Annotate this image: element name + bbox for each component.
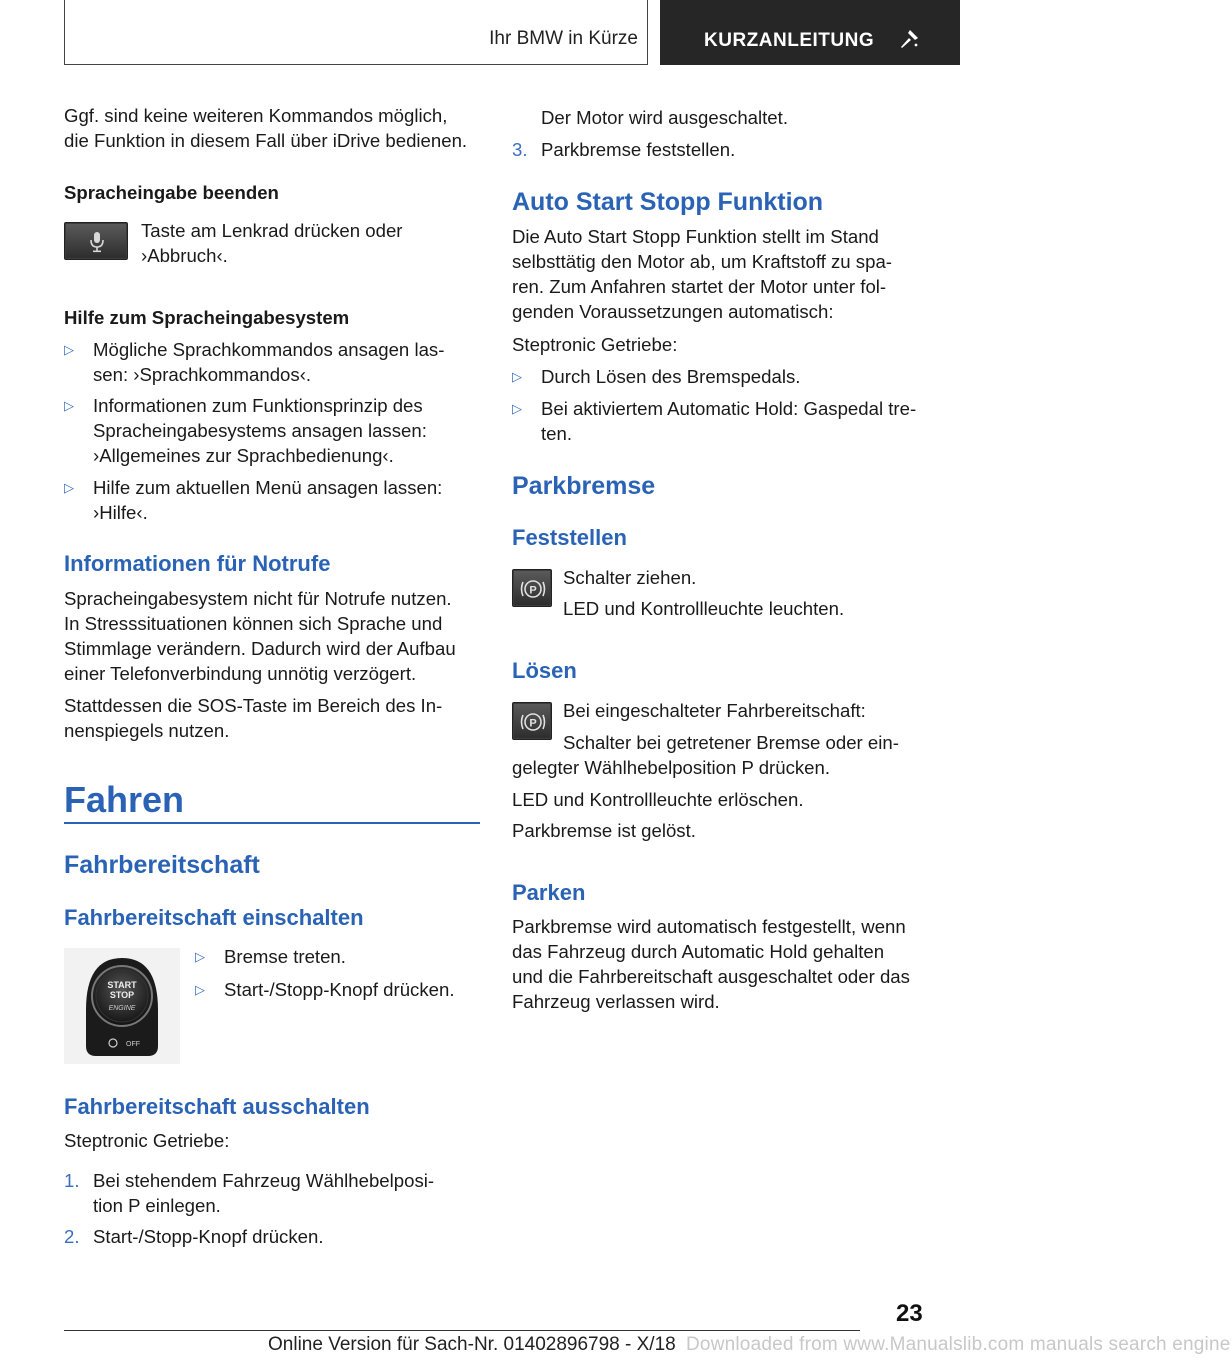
text-line: nenspiegels nutzen. xyxy=(64,720,230,741)
svg-text:P: P xyxy=(529,584,537,597)
parking-brake-icon xyxy=(519,708,547,736)
header-tab-label: KURZANLEITUNG xyxy=(704,30,875,51)
help-heading: Hilfe zum Spracheingabesystem xyxy=(64,307,350,328)
parken-paragraph xyxy=(512,914,928,1014)
ausschalten-heading: Fahrbereitschaft ausschalten xyxy=(64,1094,370,1119)
text-line: die Funktion in diesem Fall über iDrive bedienen. xyxy=(64,130,468,151)
einschalten-heading: Fahrbereitschaft einschalten xyxy=(64,905,364,930)
parkbremse-heading: Parkbremse xyxy=(512,472,656,500)
triangle-bullet-icon: ▷ xyxy=(512,401,522,416)
triangle-bullet-icon: ▷ xyxy=(512,369,522,384)
text-line: Bei stehendem Fahrzeug Wählhebelposi- xyxy=(93,1170,435,1191)
list-item xyxy=(512,137,928,163)
triangle-bullet-icon: ▷ xyxy=(64,480,74,495)
auto-start-stop-heading: Auto Start Stopp Funktion xyxy=(512,188,824,216)
section-divider xyxy=(64,822,480,824)
footer-divider xyxy=(64,1330,860,1331)
header-tab[interactable] xyxy=(660,0,960,65)
svg-text:ENGINE: ENGINE xyxy=(108,1005,136,1012)
text-line: Parkbremse feststellen. xyxy=(541,139,736,160)
parken-heading: Parken xyxy=(512,880,586,905)
list-item xyxy=(64,1224,480,1250)
text-line: einer Telefonverbindung unnötig verzögert. xyxy=(64,663,417,684)
start-stop-button-icon xyxy=(64,948,180,1064)
text-line: Durch Lösen des Bremspedals. xyxy=(541,366,801,387)
list-item xyxy=(64,475,480,525)
voice-end-heading: Spracheingabe beenden xyxy=(64,182,279,203)
text-line: In Stresssituationen können sich Sprache und xyxy=(64,613,443,634)
voice-end-text xyxy=(141,218,481,268)
loesen-paragraph-2: LED und Kontrollleuchte erlöschen. xyxy=(512,789,804,810)
text-line: Spracheingabesystem nicht für Notrufe nutzen. xyxy=(64,588,452,609)
list-item xyxy=(195,944,485,970)
text-line: Start-/Stopp-Knopf drücken. xyxy=(93,1226,324,1247)
emergency-paragraph-2 xyxy=(64,693,480,743)
text-line: Fahrzeug verlassen wird. xyxy=(512,991,720,1012)
feststellen-heading: Feststellen xyxy=(512,525,627,550)
fahrbereitschaft-heading: Fahrbereitschaft xyxy=(64,851,260,879)
step-number: 3. xyxy=(512,139,528,160)
loesen-line-1: Bei eingeschalteter Fahrbereitschaft: xyxy=(563,700,866,721)
list-item xyxy=(512,364,928,390)
text-line: ›Abbruch‹. xyxy=(141,245,228,266)
text-line: Parkbremse wird automatisch festgestellt, wenn xyxy=(512,916,906,937)
step-number: 1. xyxy=(64,1170,80,1191)
triangle-bullet-icon: ▷ xyxy=(64,342,74,357)
svg-text:START: START xyxy=(107,980,137,990)
text-line: ren. Zum Anfahren startet der Motor unter fol- xyxy=(512,276,887,297)
parking-brake-button-image xyxy=(512,569,552,607)
text-line: Bremse treten. xyxy=(224,946,346,967)
svg-text:P: P xyxy=(529,717,537,730)
emergency-paragraph xyxy=(64,586,480,686)
auto-start-stop-paragraph xyxy=(512,224,928,324)
text-line: das Fahrzeug durch Automatic Hold gehalten xyxy=(512,941,885,962)
text-line: und die Fahrbereitschaft ausgeschaltet oder das xyxy=(512,966,910,987)
text-line: Die Auto Start Stopp Funktion stellt im Stand xyxy=(512,226,879,247)
list-item xyxy=(64,337,480,387)
parking-brake-button-image xyxy=(512,702,552,740)
page-number: 23 xyxy=(896,1300,923,1327)
text-line: LED und Kontrollleuchte leuchten. xyxy=(563,598,845,619)
list-item xyxy=(195,977,485,1003)
loesen-line-3: gelegter Wählhebelposition P drücken. xyxy=(512,757,831,778)
text-line: Mögliche Sprachkommandos ansagen las- xyxy=(93,339,445,360)
parking-brake-icon xyxy=(519,575,547,603)
text-line: Informationen zum Funktionsprinzip des xyxy=(93,395,423,416)
watermark: Downloaded from www.Manualslib.com manuals search engine xyxy=(686,1334,1231,1355)
ausschalten-intro: Steptronic Getriebe: xyxy=(64,1130,230,1151)
footer-text: Online Version für Sach-Nr. 01402896798 - X/18 xyxy=(268,1334,676,1355)
text-line: Spracheingabesystems ansagen lassen: xyxy=(93,420,427,441)
text-line: ›Allgemeines zur Sprachbedienung‹. xyxy=(93,445,394,466)
triangle-bullet-icon: ▷ xyxy=(64,398,74,413)
text-line: tion P einlegen. xyxy=(93,1195,221,1216)
text-line: genden Voraussetzungen automatisch: xyxy=(512,301,834,322)
svg-text:OFF: OFF xyxy=(126,1041,140,1048)
microphone-icon xyxy=(89,231,105,253)
text-line: Schalter ziehen. xyxy=(563,567,697,588)
loesen-paragraph-3: Parkbremse ist gelöst. xyxy=(512,820,696,841)
list-item xyxy=(64,393,480,469)
start-stop-button-image xyxy=(64,948,180,1064)
list-item xyxy=(64,1168,480,1218)
text-line: Stimmlage verändern. Dadurch wird der Aufbau xyxy=(64,638,456,659)
text-line: sen: ›Sprachkommandos‹. xyxy=(93,364,312,385)
auto-start-stop-intro: Steptronic Getriebe: xyxy=(512,334,678,355)
text-line: selbsttätig den Motor ab, um Kraftstoff zu spa- xyxy=(512,251,892,272)
list-item xyxy=(512,396,928,446)
intro-paragraph xyxy=(64,103,480,153)
feststellen-text xyxy=(563,565,933,621)
wrench-icon xyxy=(898,28,920,50)
header-section-title: Ihr BMW in Kürze xyxy=(489,28,638,49)
text-line: ›Hilfe‹. xyxy=(93,502,148,523)
step-continuation: Der Motor wird ausgeschaltet. xyxy=(541,107,788,128)
triangle-bullet-icon: ▷ xyxy=(195,982,205,997)
text-line: Hilfe zum aktuellen Menü ansagen lassen: xyxy=(93,477,443,498)
emergency-heading: Informationen für Notrufe xyxy=(64,551,331,576)
text-line: ten. xyxy=(541,423,573,444)
text-line: Bei aktiviertem Automatic Hold: Gaspedal tre- xyxy=(541,398,917,419)
step-number: 2. xyxy=(64,1226,80,1247)
triangle-bullet-icon: ▷ xyxy=(195,949,205,964)
text-line: Start-/Stopp-Knopf drücken. xyxy=(224,979,455,1000)
text-line: Taste am Lenkrad drücken oder xyxy=(141,220,403,241)
voice-button-image xyxy=(64,222,128,260)
fahren-heading: Fahren xyxy=(64,779,185,820)
loesen-line-2: Schalter bei getretener Bremse oder ein- xyxy=(563,732,899,753)
text-line: Ggf. sind keine weiteren Kommandos möglich, xyxy=(64,105,448,126)
text-line: Stattdessen die SOS-Taste im Bereich des In- xyxy=(64,695,443,716)
svg-text:STOP: STOP xyxy=(109,990,135,1000)
loesen-heading: Lösen xyxy=(512,658,577,683)
